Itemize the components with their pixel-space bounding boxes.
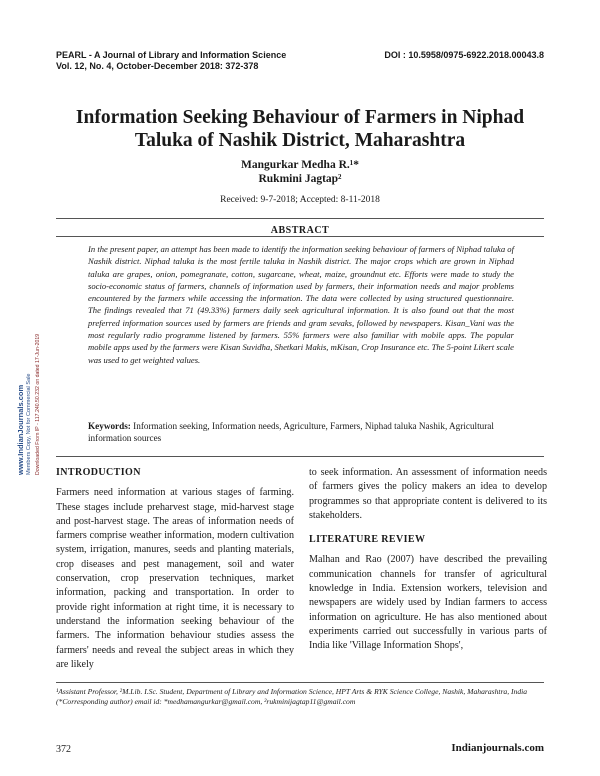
right-column	[309, 466, 547, 654]
footnote-email: (*Corresponding author) email id: *medhamangurkar@gmail.com, ²rukminijagtap11@gmail.com	[56, 697, 356, 706]
footnote-rule	[56, 682, 544, 683]
sidebar-copy: Members Copy, Not for Commercial Sale	[26, 373, 32, 475]
author-2: Rukmini Jagtap²	[258, 173, 342, 185]
author-1: Mangurkar Medha R.¹*	[241, 159, 359, 171]
authors	[150, 158, 450, 186]
paper-title: Information Seeking Behaviour of Farmers in Niphad Taluka of Nashik District, Maharashtra	[75, 107, 525, 151]
received-dates: Received: 9-7-2018; Accepted: 8-11-2018	[220, 195, 380, 205]
introduction-continuation: to seek information. An assessment of information needs of farmers gives the policy makers an idea to develop programmes so that appropriate content is delivered to its stakeholders.	[309, 467, 547, 521]
page-number: 372	[56, 744, 71, 755]
journal-name: PEARL - A Journal of Library and Information Science	[56, 50, 287, 60]
abstract-heading: ABSTRACT	[270, 225, 330, 236]
introduction-heading: INTRODUCTION	[56, 467, 141, 478]
journal-volume: Vol. 12, No. 4, October-December 2018: 372-378	[56, 61, 259, 71]
sidebar-download: Downloaded From IP - 117.240.50.232 on dated 17-Jun-2019	[35, 333, 41, 475]
footnote	[56, 687, 546, 707]
abstract-bottom-rule	[56, 456, 544, 457]
abstract-heading-rule	[56, 236, 544, 237]
journal-header	[56, 50, 356, 72]
doi: DOI : 10.5958/0975-6922.2018.00043.8	[384, 50, 544, 60]
introduction-text: Farmers need information at various stages of farming. These stages include preharvest stage, mid-harvest stage and post-harvest stage. The areas of information needs of farmers comprise weather information, modern cultivation system, irrigation, manures, seeds and planting materials, crop diseases and pest management, soil and water conservation, crop preservation techniques, market information, packing and transportation. In order to provide right information at right time, it is necessary to understand the information seeking behaviour of the farmers. The information behaviour studies assess the farmers' needs and reveal the subject areas in which they are likely	[56, 487, 294, 670]
footer-journal: Indianjournals.com	[451, 742, 544, 754]
footnote-affiliation: ¹Assistant Professor, ²M.Lib. I.Sc. Student, Department of Library and Information Science, HPT Arts & RYK Science College, Nashik, Maharashtra, India	[56, 687, 528, 696]
abstract-text: In the present paper, an attempt has been made to identify the information seeking behaviour of farmers of Niphad taluka of Nashik district. Niphad taluka is the most fertile taluka in Nashik district. The major crops which are grown in Niphad taluka are grapes, onion, pomegranate, cotton, sugarcane, wheat, maize, groundnut etc. Efforts were made to study the socio-economic status of farmers, channels of information used by farmers, their information needs and major problems encountered by the farmers while accessing the information. The data were collected by using structured questionnaire. The findings revealed that 71 (49.33%) farmers daily seek agricultural information. It is also found out that the most preferred information sources used by farmers are friends and gram sevaks, followed by newspapers. Kisan_Vani was the most regularly radio programme listened by farmers. 55% farmers were also familiar with mobile apps. The popular mobile apps used by the farmers were Kisan Suvidha, Shetkari Makis, mKisan, Crop Insurance etc. The 5-point Likert scale was used to get weighted values.	[88, 244, 514, 365]
keywords	[88, 420, 514, 445]
abstract-top-rule	[56, 218, 544, 219]
literature-review-text: Malhan and Rao (2007) have described the prevailing communication channels for transfer of agricultural knowledge in India. Extension workers, television and newspapers are widely used by Indian farmers to access information on agriculture. He has also mentioned about experiments carried out successfully in various parts of India like 'Village Information Shops',	[309, 554, 547, 652]
literature-review-heading: LITERATURE REVIEW	[309, 534, 426, 546]
keywords-label: Keywords:	[88, 421, 131, 431]
download-sidebar	[14, 300, 58, 475]
keywords-text: Information seeking, Information needs, Agriculture, Farmers, Niphad taluka Nashik, Agricultural information sources	[88, 421, 494, 444]
left-column	[56, 466, 294, 672]
sidebar-site: www.IndianJournals.com	[16, 384, 25, 475]
